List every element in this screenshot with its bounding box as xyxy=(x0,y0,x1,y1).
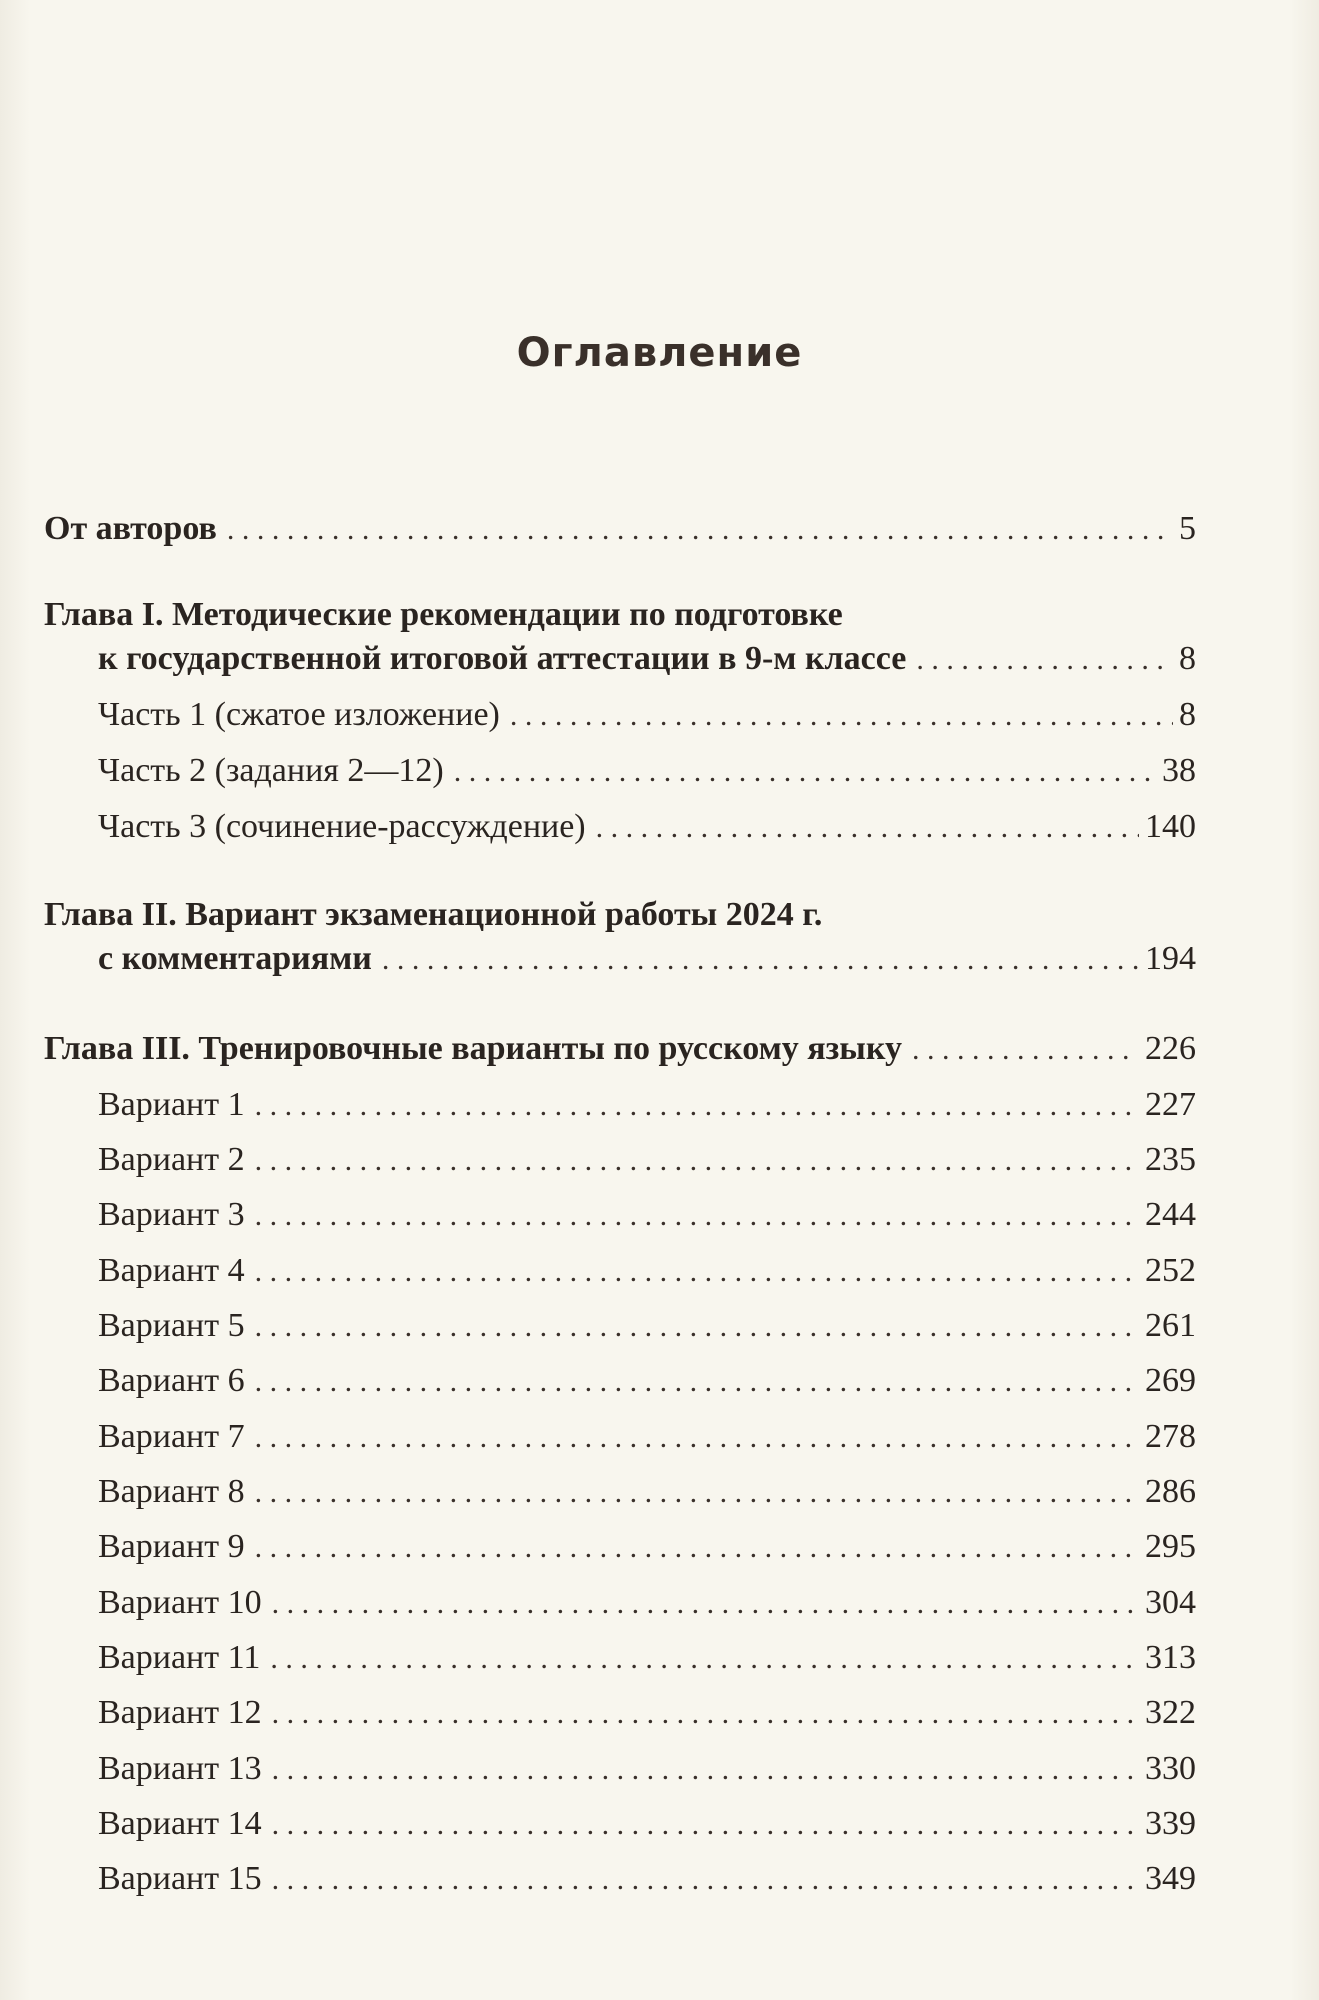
toc-entry-label: Вариант 7 xyxy=(98,1418,245,1455)
toc-entry-variant-4[interactable] xyxy=(98,1252,1196,1298)
toc-entry-chapter2[interactable] xyxy=(98,940,1196,986)
toc-page-number: 286 xyxy=(1145,1473,1196,1510)
leader-dots xyxy=(916,643,1173,677)
leader-dots xyxy=(272,1697,1139,1731)
toc-page-number: 269 xyxy=(1145,1362,1196,1399)
toc-entry-part2[interactable] xyxy=(98,752,1196,798)
leader-dots xyxy=(382,943,1139,977)
toc-page-number: 313 xyxy=(1145,1639,1196,1676)
toc-page-number: 339 xyxy=(1145,1805,1196,1842)
toc-entry-variant-3[interactable] xyxy=(98,1196,1196,1242)
leader-dots xyxy=(255,1144,1139,1178)
toc-page-number: 349 xyxy=(1145,1860,1196,1897)
leader-dots xyxy=(510,699,1173,733)
toc-page-number: 330 xyxy=(1145,1750,1196,1787)
leader-dots xyxy=(255,1199,1139,1233)
toc-entry-label: Вариант 13 xyxy=(98,1750,262,1787)
leader-dots xyxy=(272,1587,1139,1621)
toc-entry-label: Вариант 3 xyxy=(98,1196,245,1233)
toc-entry-variant-6[interactable] xyxy=(98,1362,1196,1408)
leader-dots xyxy=(596,811,1139,845)
toc-entry-label: Глава III. Тренировочные варианты по русскому языку xyxy=(44,1030,902,1067)
toc-entry-variant-14[interactable] xyxy=(98,1805,1196,1851)
toc-entry-label: Вариант 14 xyxy=(98,1805,262,1842)
toc-entry-label: Часть 1 (сжатое изложение) xyxy=(98,696,500,733)
toc-entry-variant-2[interactable] xyxy=(98,1141,1196,1187)
toc-entry-label: Вариант 12 xyxy=(98,1694,262,1731)
toc-chapter1-heading[interactable]: Глава I. Методические рекомендации по подготовке xyxy=(44,596,843,633)
toc-entry-variant-11[interactable] xyxy=(98,1639,1196,1685)
toc-entry-chapter3[interactable] xyxy=(44,1030,1196,1076)
toc-entry-variant-7[interactable] xyxy=(98,1418,1196,1464)
toc-page-number: 140 xyxy=(1145,808,1196,845)
toc-entry-chapter1[interactable] xyxy=(98,640,1196,686)
leader-dots xyxy=(912,1033,1139,1067)
leader-dots xyxy=(272,1808,1139,1842)
toc-entry-label: Вариант 11 xyxy=(98,1639,261,1676)
leader-dots xyxy=(454,755,1156,789)
toc-page-number: 244 xyxy=(1145,1196,1196,1233)
leader-dots xyxy=(255,1421,1139,1455)
toc-entry-label: Вариант 8 xyxy=(98,1473,245,1510)
toc-entry-variant-9[interactable] xyxy=(98,1528,1196,1574)
toc-page-number: 304 xyxy=(1145,1584,1196,1621)
leader-dots xyxy=(255,1255,1139,1289)
toc-entry-variant-8[interactable] xyxy=(98,1473,1196,1519)
page-title: Оглавление xyxy=(516,330,803,376)
toc-page-number: 194 xyxy=(1145,940,1196,977)
toc-entry-part3[interactable] xyxy=(98,808,1196,854)
toc-page-number: 295 xyxy=(1145,1528,1196,1565)
leader-dots xyxy=(272,1863,1139,1897)
toc-entry-label: От авторов xyxy=(44,510,217,547)
leader-dots xyxy=(272,1753,1139,1787)
leader-dots xyxy=(255,1089,1139,1123)
toc-page-number: 226 xyxy=(1145,1030,1196,1067)
toc-entry-from-authors[interactable] xyxy=(44,510,1196,556)
toc-page-number: 261 xyxy=(1145,1307,1196,1344)
toc-entry-label: Вариант 4 xyxy=(98,1252,245,1289)
toc-page-number: 227 xyxy=(1145,1086,1196,1123)
toc-entry-variant-10[interactable] xyxy=(98,1584,1196,1630)
leader-dots xyxy=(227,513,1173,547)
toc-chapter2-heading[interactable]: Глава II. Вариант экзаменационной работы 2024 г. xyxy=(44,896,823,933)
toc-entry-label: Вариант 5 xyxy=(98,1307,245,1344)
toc-page-number: 8 xyxy=(1179,696,1196,733)
toc-entry-variant-13[interactable] xyxy=(98,1750,1196,1796)
toc-entry-label: к государственной итоговой аттестации в 9-м классе xyxy=(98,640,907,677)
toc-entry-label: Вариант 10 xyxy=(98,1584,262,1621)
toc-entry-label: Часть 3 (сочинение-рассуждение) xyxy=(98,808,586,845)
toc-page-number: 322 xyxy=(1145,1694,1196,1731)
toc-entry-part1[interactable] xyxy=(98,696,1196,742)
toc-entry-variant-15[interactable] xyxy=(98,1860,1196,1906)
toc-page-number: 5 xyxy=(1179,510,1196,547)
toc-page-number: 252 xyxy=(1145,1252,1196,1289)
toc-page-number: 8 xyxy=(1179,640,1196,677)
toc-entry-label: Вариант 1 xyxy=(98,1086,245,1123)
toc-entry-label: Часть 2 (задания 2—12) xyxy=(98,752,444,789)
leader-dots xyxy=(270,1642,1139,1676)
leader-dots xyxy=(255,1531,1139,1565)
toc-page-number: 235 xyxy=(1145,1141,1196,1178)
toc-page-number: 278 xyxy=(1145,1418,1196,1455)
toc-entry-label: Вариант 6 xyxy=(98,1362,245,1399)
toc-entry-label: с комментариями xyxy=(98,940,372,977)
toc-entry-variant-5[interactable] xyxy=(98,1307,1196,1353)
toc-entry-label: Вариант 15 xyxy=(98,1860,262,1897)
toc-page-number: 38 xyxy=(1162,752,1196,789)
toc-entry-label: Вариант 9 xyxy=(98,1528,245,1565)
leader-dots xyxy=(255,1365,1139,1399)
toc-entry-variant-1[interactable] xyxy=(98,1086,1196,1132)
toc-entry-variant-12[interactable] xyxy=(98,1694,1196,1740)
leader-dots xyxy=(255,1310,1139,1344)
toc-entry-label: Вариант 2 xyxy=(98,1141,245,1178)
leader-dots xyxy=(255,1476,1139,1510)
